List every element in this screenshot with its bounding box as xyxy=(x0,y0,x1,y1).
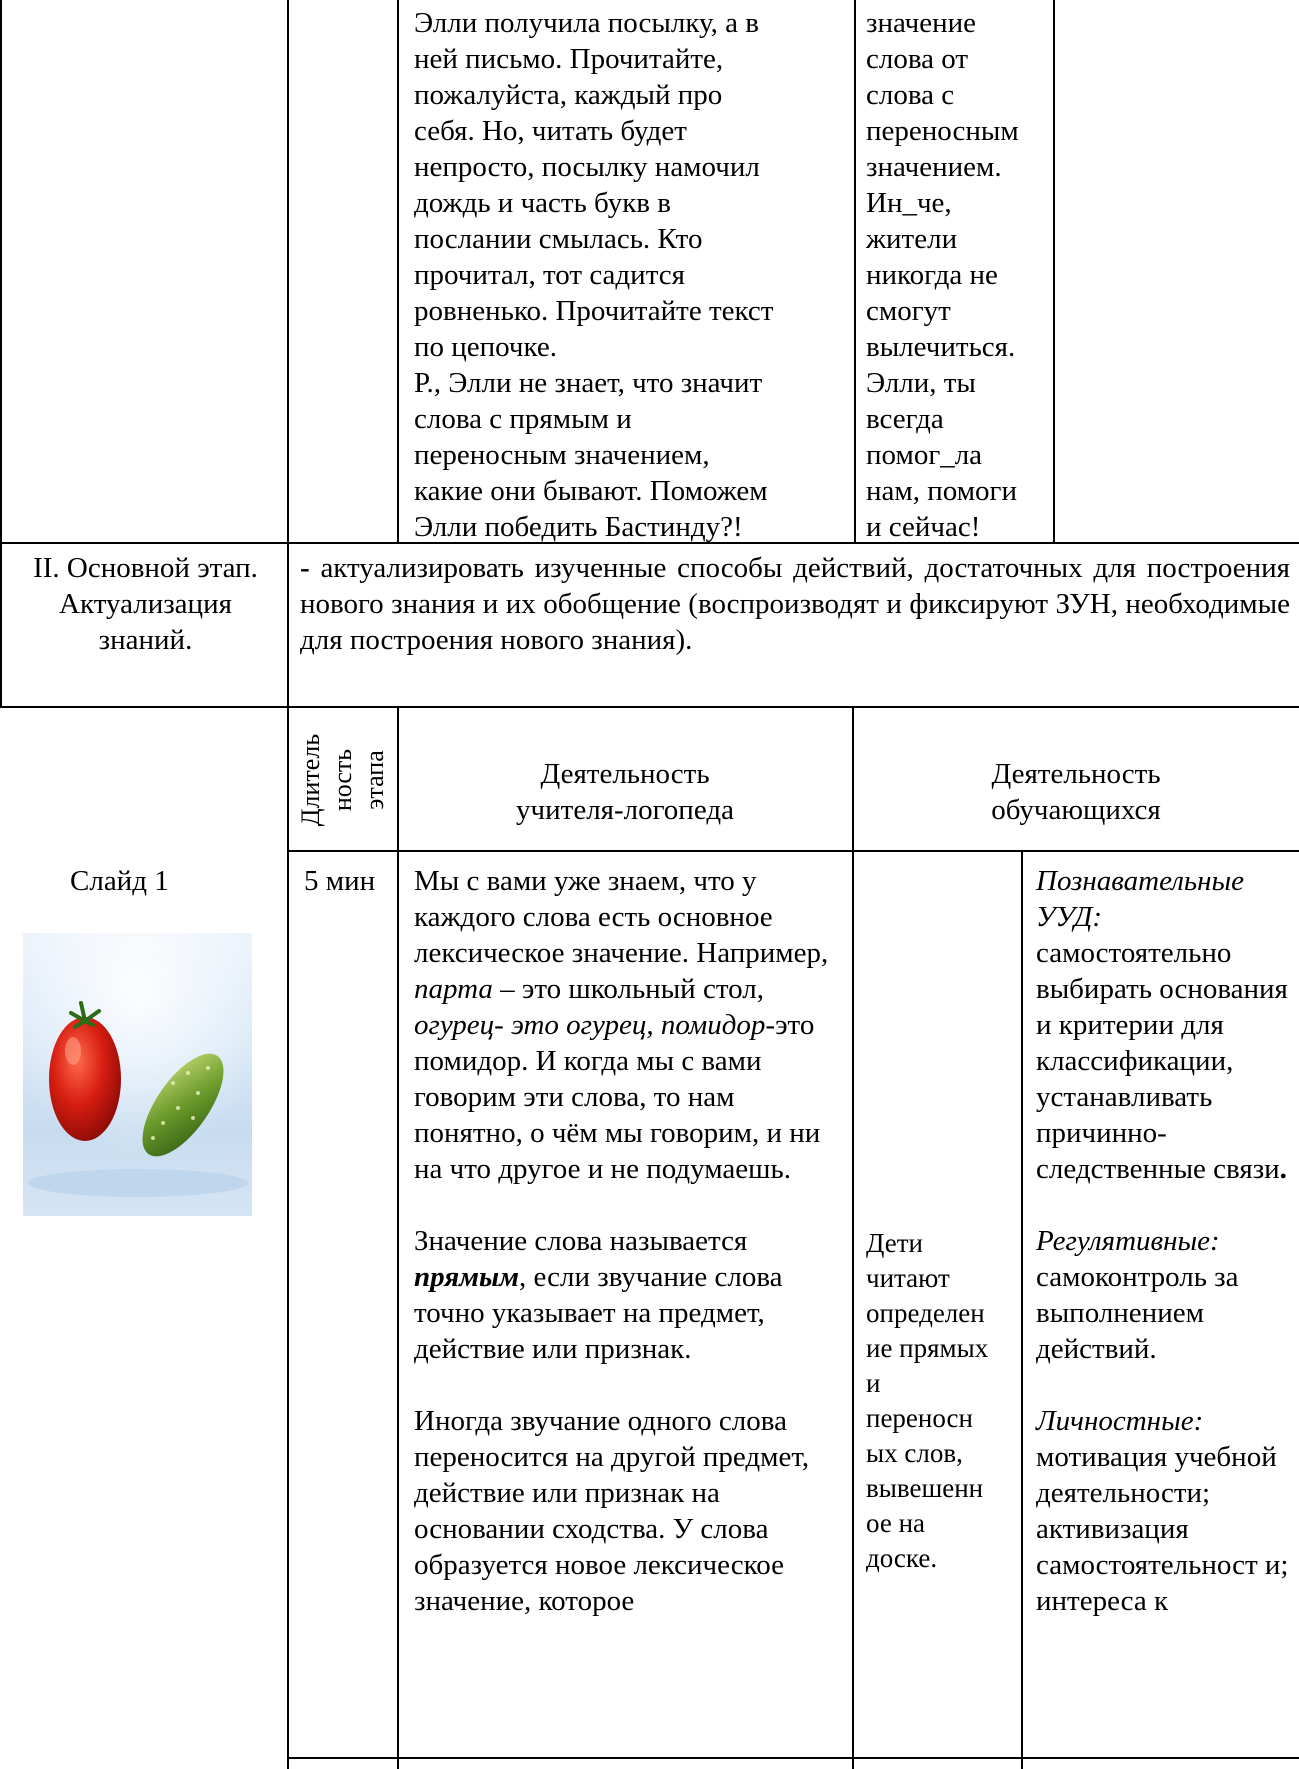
duration-value: 5 мин xyxy=(304,865,376,897)
uud-regulatory-title: Регулятивные: xyxy=(1036,1225,1220,1257)
letter-text: Элли получила посылку, а в ней письмо. Прочитайте, пожалуйста, каждый про себя. Но, читать будет непросто, посылку намочил дождь и часть букв в послании смылась. Кто прочитал, тот садится ровненько. Прочитайте текст по цепочке. Р., Элли не знает, что значит слова с прямым и переносным значением, какие они бывают. Поможем Элли победить Бастинду?! xyxy=(414,7,774,543)
teacher-paragraph-3: Иногда звучание одного слова переносится на другой предмет, действие или признак на основании сходства. У слова образуется новое лексическое значение, которое xyxy=(414,1405,810,1617)
uud-personal-text: мотивация учебной деятельности; активизация самостоятельност и; интереса к xyxy=(1036,1441,1289,1617)
teacher-activity-header: Деятельность учителя-логопеда xyxy=(516,758,734,826)
tomato-cucumber-illustration xyxy=(23,933,252,1216)
uud-cognitive-text: самостоятельно выбирать основания и критерии для классификации, устанавливать причинно-следственные связи xyxy=(1036,937,1288,1185)
letter-quote: значение слова от слова с переносным значением. Ин_че, жители никогда не смогут вылечиться. Элли, ты всегда помог_ла нам, помоги и сейчас! xyxy=(866,7,1019,543)
row-divider xyxy=(0,706,1299,708)
students-activity-header: Деятельность обучающихся xyxy=(991,758,1161,826)
col-divider xyxy=(397,0,399,542)
goal-dash: - xyxy=(300,552,310,584)
col-divider xyxy=(0,0,2,706)
stage-title: II. Основной этап. Актуализация знаний. xyxy=(33,552,258,656)
teacher-activity xyxy=(414,863,844,1619)
uud-regulatory-text: самоконтроль за выполнением действий. xyxy=(1036,1261,1239,1365)
row-divider xyxy=(287,850,1299,852)
goal-text: актуализировать изученные способы действий, достаточных для построения нового знания и их обобщение (воспроизводят и фиксируют ЗУН, необходимые для построения нового знания). xyxy=(300,552,1290,656)
slide-label: Слайд 1 xyxy=(70,865,169,897)
teacher-paragraph-1: Мы с вами уже знаем, что у каждого слова есть основное лексическое значение. Например, парта – это школьный стол, огурец- это огурец, помидор-это помидор. И когда мы с вами говорим эти слова, то нам понятно, о чём мы говорим, и ни на что другое и не подумаешь. xyxy=(414,865,829,1185)
col-divider xyxy=(287,0,289,1769)
slide-image xyxy=(23,933,252,1216)
row-divider xyxy=(287,1757,1299,1759)
teacher-paragraph-2: Значение слова называется прямым, если звучание слова точно указывает на предмет, действие или признак. xyxy=(414,1225,783,1365)
uud-cognitive-title: Познавательные УУД: xyxy=(1036,865,1244,933)
duration-header: Длитель ность этапа xyxy=(296,733,389,827)
col-divider xyxy=(1053,0,1055,542)
col-divider xyxy=(852,706,854,1769)
uud-column: Познавательные УУД: самостоятельно выбирать основания и критерии для классификации, устанавливать причинно-следственные связи. Регулятивные: самоконтроль за выполнением действий. Личностные: мотивация учебной деятельности; активизация самостоятельност и; интереса к xyxy=(1036,863,1296,1619)
col-divider xyxy=(1021,850,1023,1769)
col-divider xyxy=(397,706,399,1769)
stage-goal xyxy=(300,550,1290,658)
uud-personal-title: Личностные: xyxy=(1036,1405,1204,1437)
students-activity: Дети читают определен ие прямых и переносн ых слов, вывешенн ое на доске. xyxy=(866,1228,989,1573)
col-divider xyxy=(854,0,856,542)
